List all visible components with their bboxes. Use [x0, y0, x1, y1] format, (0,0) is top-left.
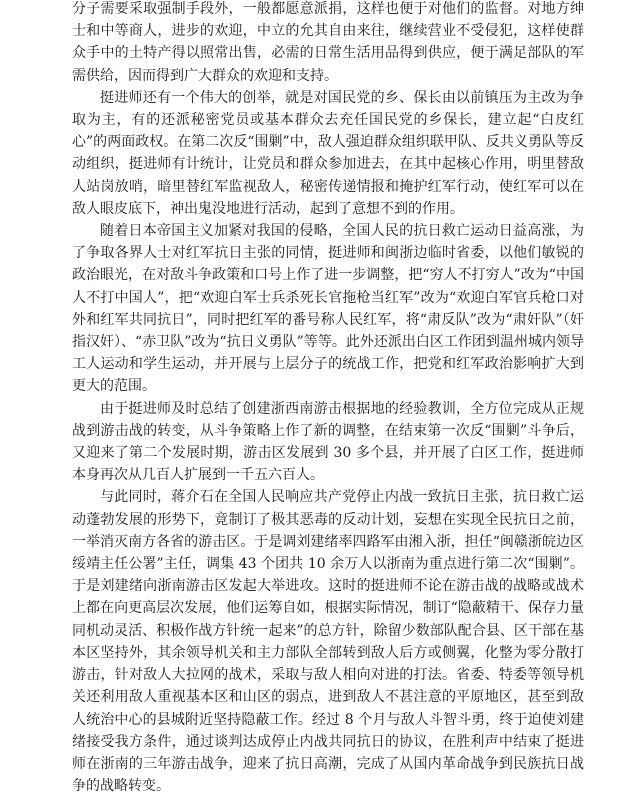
paragraph-slogan-adjustment: 随着日本帝国主义加紧对我国的侵略，全国人民的抗日救亡运动日益高涨，为了争取各界人士对红军抗日主张的同情，挺进师和闽浙边临时省委，以他们敏锐的政治眼光，在对敌斗争政策和口号上作了进一步调整，把“穷人不打穷人”改为“中国人不打中国人”，把“欢迎白军士兵杀死长官拖枪当红军”改为“欢迎白军官兵枪口对外和红军共同抗日”，同时把红军的番号称人民红军，将“肃反队”改为“肃奸队”（奸指汉奸）、“赤卫队”改为“抗日义勇队”等等。此外还派出白区工作团到温州城内领导工人运动和学生运动，并开展与上层分子的统战工作，把党和红军政治影响扩大到更大的范围。	[72, 223, 584, 395]
paragraph-continued: 分子需要采取强制手段外，一般都愿意派捐，这样也便于对他们的监督。对地方绅士和中等商人，进步的欢迎，中立的允其自由来往，继续营业不受侵犯，这样使群众手中的土特产得以照常出售，必需的日常生活用品得到供应，便于满足部队的军需供给，因而得到广大群众的欢迎和支持。	[72, 1, 584, 84]
paragraph-second-development: 由于挺进师及时总结了创建浙西南游击根据地的经验教训，全方位完成从正规战到游击战的转变，从斗争策略上作了新的调整，在结束第一次反“围剿”斗争后，又迎来了第二个发展时期，游击区发展到 30 多个县，并开展了白区工作，挺进师本身再次从几百人扩展到一千五六百人。	[72, 400, 584, 484]
paragraph-two-faced-regime: 挺进师还有一个伟大的创举，就是对国民党的乡、保长由以前镇压为主改为争取为主，有的还派秘密党员或基本群众去充任国民党的乡保长，建立起“白皮红心”的两面政权。在第二次反“围剿”中，敌人强迫群众组织联甲队、反共义勇队等反动组织，挺进师有计统计，让党员和群众参加进去，在其中起核心作用，明里替敌人站岗放哨，暗里替红军监视敌人，秘密传递情报和掩护红军行动，使红军可以在敌人眼皮底下，神出鬼没地进行活动，起到了意想不到的作用。	[72, 89, 584, 217]
document-page	[72, 0, 584, 797]
paragraph-second-encirclement: 与此同时，蒋介石在全国人民响应共产党停止内战一致抗日主张，抗日救亡运动蓬勃发展的形势下，竟制订了极其恶毒的反动计划，妄想在实现全民抗日之前，一举消灭南方各省的游击区。于是调刘建绪率四路军由湘入浙，担任“闽赣浙皖边区绥靖主任公署”主任，调集 43 个团共 10 余万人以浙南为重点进行第二次“围剿”。于是刘建绪向浙南游击区发起大举进攻。这时的挺进师不论在游击战的战略或战术上都在向更高层次发展，他们运筹自如，根据实际情况，制订“隐蔽精干、保存力量同机动灵活、积极作战方针统一起来”的总方针，除留少数部队配合县、区干部在基本区坚持外，其余领导机关和主力部队全部转到敌人后方或侧翼，化整为零分散打游击，针对敌人大拉网的战术，采取与敌人相向对进的打法。省委、特委等领导机关还利用敌人重视基本区和山区的弱点，进到敌人不甚注意的平原地区，甚至到敌人统治中心的县城附近坚持隐蔽工作。经过 8 个月与敌人斗智斗勇，终于迫使刘建绪接受我方条件，通过谈判达成停止内战共同抗日的协议，在胜利声中结束了挺进师在浙南的三年游击战争，迎来了抗日高潮，完成了从国内革命战争到民族抗日战争的战略转变。	[72, 489, 584, 795]
